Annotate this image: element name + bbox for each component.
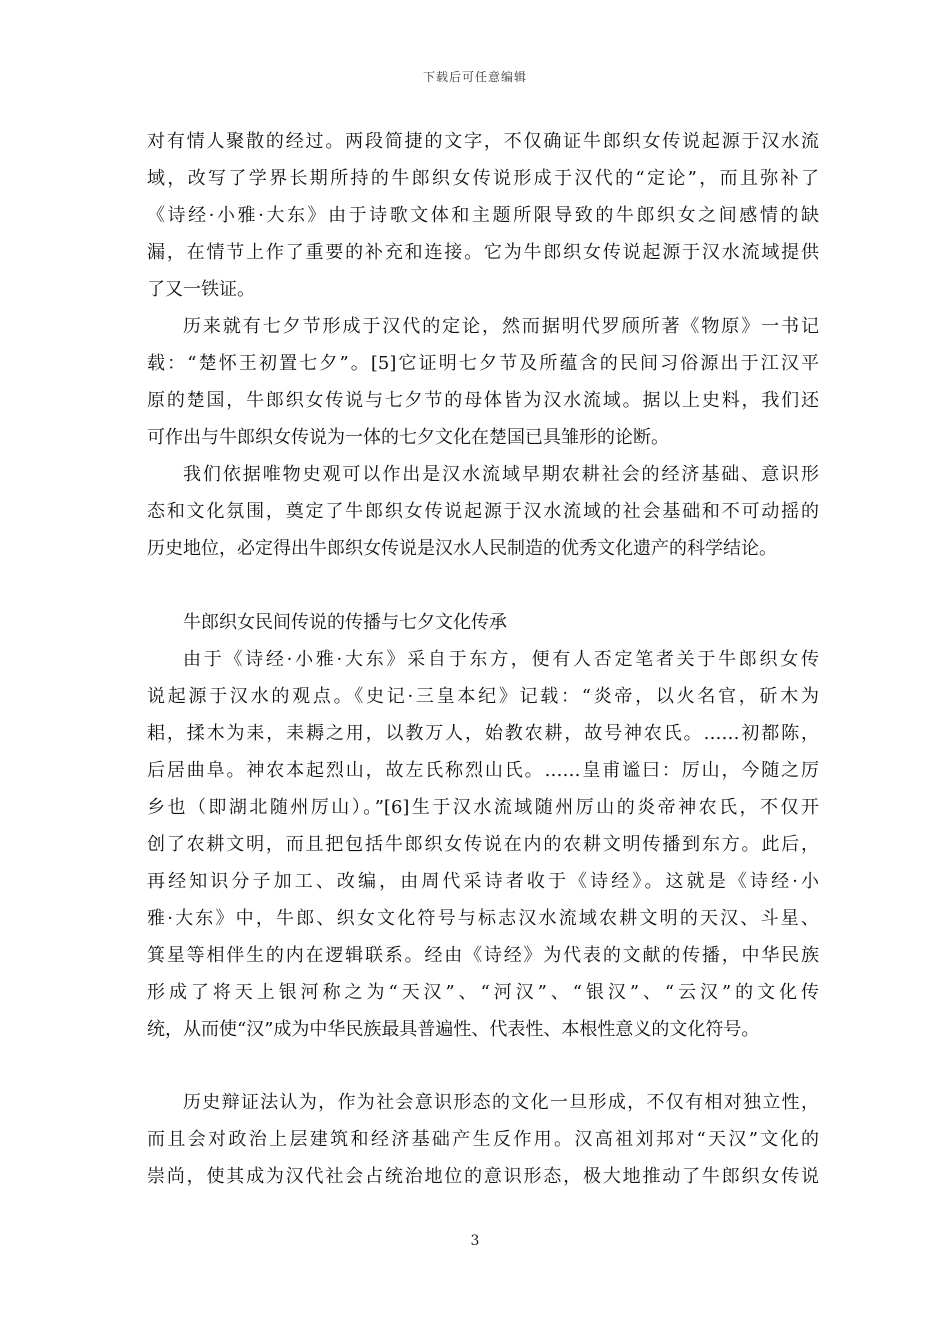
- text-line: 态和文化氛围，奠定了牛郎织女传说起源于汉水流域的社会基础和不可动摇的: [147, 501, 819, 522]
- text-line: 了又一铁证。: [147, 279, 255, 300]
- page-header: 下载后可任意编辑: [422, 70, 527, 84]
- page-number: 3: [470, 1233, 480, 1249]
- text-line: 而且会对政治上层建筑和经济基础产生反作用。汉高祖刘邦对“天汉”文化的: [147, 1129, 819, 1150]
- text-line: 再经知识分子加工、改编，由周代采诗者收于《诗经》。这就是《诗经·小: [147, 871, 819, 892]
- text-line: 说起源于汉水的观点。《史记·三皇本纪》记载：“炎帝，以火名官，斫木为: [147, 686, 819, 707]
- text-line: 耜，揉木为耒，耒耨之用，以教万人，始教农耕，故号神农氏。……初都陈，: [147, 723, 819, 744]
- text-line: 域，改写了学界长期所持的牛郎织女传说形成于汉代的“定论”，而且弥补了: [147, 168, 819, 189]
- text-line: 对有情人聚散的经过。两段简捷的文字，不仅确证牛郎织女传说起源于汉水流: [147, 131, 819, 152]
- text-line: 乡也（即湖北随州厉山）。”[6]生于汉水流域随州厉山的炎帝神农氏，不仅开: [147, 797, 819, 818]
- text-line: 由于《诗经·小雅·大东》采自于东方，便有人否定笔者关于牛郎织女传: [183, 649, 819, 670]
- text-line: 历史地位，必定得出牛郎织女传说是汉水人民制造的优秀文化遗产的科学结论。: [147, 538, 777, 559]
- paragraph-gap: [147, 1048, 819, 1084]
- text-line: 统，从而使“汉”成为中华民族最具普遍性、代表性、本根性意义的文化符号。: [147, 1019, 760, 1040]
- paragraph-1: [147, 123, 819, 308]
- text-line: 雅·大东》中，牛郎、织女文化符号与标志汉水流域农耕文明的天汉、斗星、: [147, 908, 819, 929]
- paragraph-3: [147, 456, 819, 567]
- paragraph-gap: [147, 567, 819, 604]
- text-line: 我们依据唯物史观可以作出是汉水流域早期农耕社会的经济基础、意识形: [183, 464, 819, 485]
- text-line: 可作出与牛郎织女传说为一体的七夕文化在楚国已具雏形的论断。: [147, 427, 669, 448]
- text-line: 历来就有七夕节形成于汉代的定论，然而据明代罗颀所著《物原》一书记: [183, 316, 819, 337]
- paragraph-2: [147, 308, 819, 456]
- text-line: 形成了将天上银河称之为“天汉”、“河汉”、“银汉”、“云汉”的文化传: [147, 982, 819, 1003]
- section-heading: 牛郎织女民间传说的传播与七夕文化传承: [183, 612, 507, 633]
- text-line: 历史辩证法认为，作为社会意识形态的文化一旦形成，不仅有相对独立性，: [183, 1092, 819, 1113]
- text-line: 崇尚，使其成为汉代社会占统治地位的意识形态，极大地推动了牛郎织女传说: [147, 1166, 819, 1187]
- text-line: 载：“楚怀王初置七夕”。[5]它证明七夕节及所蕴含的民间习俗源出于江汉平: [147, 353, 819, 374]
- text-line: 后居曲阜。神农本起烈山，故左氏称烈山氏。……皇甫谧曰：厉山，今随之厉: [147, 760, 819, 781]
- text-line: 《诗经·小雅·大东》由于诗歌文体和主题所限导致的牛郎织女之间感情的缺: [147, 205, 819, 226]
- text-line: 箕星等相伴生的内在逻辑联系。经由《诗经》为代表的文献的传播，中华民族: [147, 945, 819, 966]
- document-body: [147, 123, 819, 1195]
- paragraph-4: [147, 641, 819, 1048]
- text-line: 创了农耕文明，而且把包括牛郎织女传说在内的农耕文明传播到东方。此后，: [147, 834, 819, 855]
- paragraph-5: [147, 1084, 819, 1195]
- text-line: 漏，在情节上作了重要的补充和连接。它为牛郎织女传说起源于汉水流域提供: [147, 242, 819, 263]
- text-line: 原的楚国，牛郎织女传说与七夕节的母体皆为汉水流域。据以上史料，我们还: [147, 390, 819, 411]
